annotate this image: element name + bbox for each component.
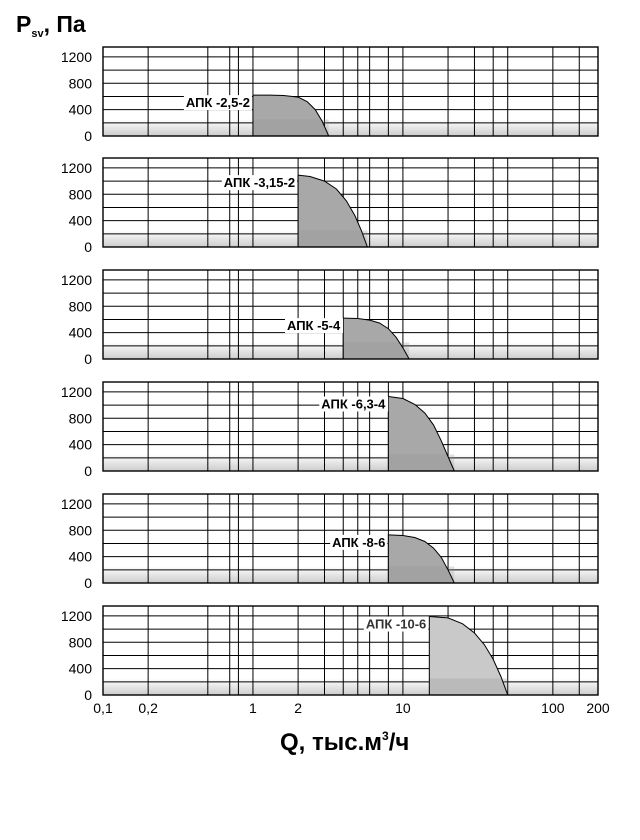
- y-axis-title-sub: sv: [31, 28, 44, 40]
- y-tick-label: 800: [68, 75, 92, 92]
- curve-area-shade: [253, 120, 329, 136]
- y-tick-label: 0: [84, 128, 92, 144]
- y-tick-label: 800: [68, 298, 92, 315]
- x-tick-label: 0,2: [138, 700, 158, 716]
- y-tick-label: 1200: [60, 48, 92, 65]
- series-label: АПК -2,5-2: [185, 95, 250, 111]
- y-tick-label: 1200: [60, 495, 92, 512]
- x-tick-labels: [93, 700, 610, 716]
- panel-band: [103, 120, 598, 136]
- x-axis-title: [280, 729, 409, 756]
- panel-band: [103, 455, 598, 471]
- x-tick-label: 2: [294, 700, 302, 716]
- y-axis-title: [16, 11, 86, 40]
- y-tick-label: 400: [68, 548, 92, 565]
- x-tick-label: 1: [249, 700, 257, 716]
- panel-band: [103, 679, 598, 695]
- y-tick-label: 800: [68, 634, 92, 651]
- x-tick-label: 10: [395, 700, 411, 716]
- panel-band: [103, 567, 598, 583]
- y-tick-label: 1200: [60, 271, 92, 288]
- y-tick-label: 0: [84, 463, 92, 479]
- series-label: АПК -10-6: [365, 616, 427, 632]
- x-axis-title-main: Q, тыс.м: [280, 729, 383, 756]
- series-label: АПК -8-6: [332, 534, 386, 550]
- series-label: АПК -5-4: [286, 318, 341, 334]
- chart-panel: [61, 270, 598, 367]
- y-tick-label: 800: [68, 522, 92, 539]
- y-tick-label: 400: [68, 212, 92, 229]
- x-axis-title-unit: /ч: [388, 729, 410, 756]
- series-label: АПК -3,15-2: [223, 175, 296, 191]
- x-axis-title-sup: 3: [382, 729, 389, 743]
- y-tick-label: 1200: [60, 383, 92, 400]
- curve-area-shade: [388, 567, 454, 583]
- y-tick-label: 400: [68, 660, 92, 677]
- chart-panel: [61, 382, 598, 479]
- y-tick-label: 400: [68, 324, 92, 341]
- curve-area-shade: [298, 231, 367, 247]
- y-tick-label: 0: [84, 575, 92, 591]
- y-tick-label: 400: [68, 436, 92, 453]
- panels: [61, 47, 598, 703]
- chart-panel: [61, 606, 598, 703]
- x-tick-label: 200: [586, 700, 610, 716]
- y-tick-label: 0: [84, 351, 92, 367]
- x-tick-label: 100: [541, 700, 565, 716]
- curve-area-shade: [343, 343, 409, 359]
- y-tick-label: 0: [84, 239, 92, 255]
- y-tick-label: 1200: [60, 159, 92, 176]
- x-tick-label: 0,1: [93, 700, 113, 716]
- y-tick-label: 1200: [60, 607, 92, 624]
- y-axis-title-unit: , Па: [43, 11, 86, 37]
- curve-area-shade: [429, 679, 507, 695]
- y-axis-title-main: P: [16, 11, 32, 37]
- curve-area-shade: [388, 455, 454, 471]
- y-tick-label: 800: [68, 186, 92, 203]
- y-tick-label: 0: [84, 687, 92, 703]
- series-label: АПК -6,3-4: [321, 396, 386, 412]
- chart-panel: [61, 494, 598, 591]
- y-tick-label: 800: [68, 410, 92, 427]
- chart-panel: [61, 158, 598, 255]
- y-tick-label: 400: [68, 101, 92, 118]
- chart-panel: [61, 47, 598, 144]
